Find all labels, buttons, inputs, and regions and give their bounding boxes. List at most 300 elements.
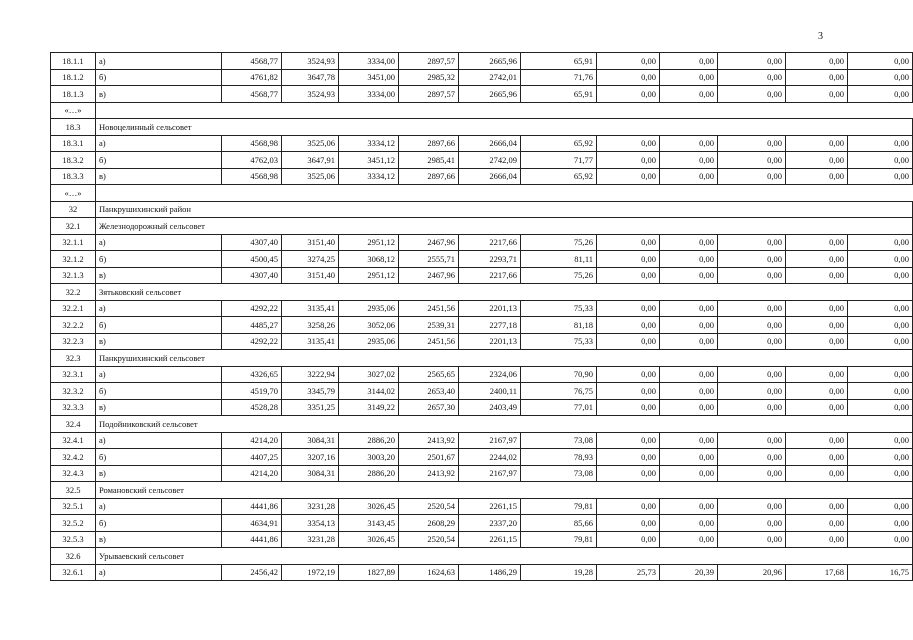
value-cell: 79,81 (521, 498, 597, 515)
value-cell: 0,00 (786, 135, 848, 152)
value-cell: 0,00 (597, 498, 660, 515)
value-cell: 1486,29 (459, 564, 521, 581)
value-cell: 2403,49 (459, 399, 521, 416)
value-cell: 17,68 (786, 564, 848, 581)
section-blank (222, 201, 913, 218)
value-cell: 65,92 (521, 168, 597, 185)
value-cell: 0,00 (848, 515, 913, 532)
value-cell: 4441,86 (222, 498, 282, 515)
section-title: Подойниковский сельсовет (96, 416, 222, 433)
value-cell: 0,00 (718, 531, 786, 548)
value-cell: 3231,28 (282, 531, 339, 548)
value-cell: 75,26 (521, 267, 597, 284)
value-cell: 0,00 (660, 383, 718, 400)
row-label: а) (96, 135, 222, 152)
table-body (51, 53, 913, 581)
value-cell: 3084,31 (282, 432, 339, 449)
value-cell: 81,11 (521, 251, 597, 268)
value-cell: 3647,78 (282, 69, 339, 86)
value-cell: 2897,66 (399, 135, 459, 152)
ellipsis-blank (96, 102, 913, 119)
value-cell: 2217,66 (459, 267, 521, 284)
row-label: в) (96, 168, 222, 185)
value-cell: 2324,06 (459, 366, 521, 383)
value-cell: 3151,40 (282, 267, 339, 284)
value-cell: 0,00 (848, 333, 913, 350)
value-cell: 2337,20 (459, 515, 521, 532)
value-cell: 71,76 (521, 69, 597, 86)
table-row (51, 366, 913, 383)
value-cell: 3151,40 (282, 234, 339, 251)
value-cell: 0,00 (597, 168, 660, 185)
value-cell: 2261,15 (459, 498, 521, 515)
value-cell: 2167,97 (459, 432, 521, 449)
value-cell: 85,66 (521, 515, 597, 532)
value-cell: 79,81 (521, 531, 597, 548)
row-label: а) (96, 366, 222, 383)
value-cell: 2451,56 (399, 333, 459, 350)
value-cell: 0,00 (660, 86, 718, 103)
value-cell: 3334,00 (339, 53, 399, 70)
value-cell: 0,00 (597, 234, 660, 251)
section-row (51, 201, 913, 218)
value-cell: 0,00 (718, 300, 786, 317)
ellipsis-row (51, 185, 913, 202)
table-row (51, 86, 913, 103)
value-cell: 3334,00 (339, 86, 399, 103)
value-cell: 2555,71 (399, 251, 459, 268)
value-cell: 0,00 (597, 366, 660, 383)
value-cell: 3003,20 (339, 449, 399, 466)
value-cell: 2951,12 (339, 234, 399, 251)
value-cell: 0,00 (786, 449, 848, 466)
value-cell: 2897,57 (399, 86, 459, 103)
value-cell: 2897,57 (399, 53, 459, 70)
value-cell: 0,00 (848, 383, 913, 400)
value-cell: 0,00 (660, 135, 718, 152)
value-cell: 0,00 (786, 531, 848, 548)
value-cell: 0,00 (786, 86, 848, 103)
row-code: 32.4.1 (51, 432, 96, 449)
value-cell: 4634,91 (222, 515, 282, 532)
row-code: 32.3.2 (51, 383, 96, 400)
table-row (51, 152, 913, 169)
section-row (51, 350, 913, 367)
value-cell: 0,00 (597, 399, 660, 416)
table-row (51, 564, 913, 581)
row-label: б) (96, 383, 222, 400)
value-cell: 73,08 (521, 432, 597, 449)
section-blank (222, 548, 913, 565)
value-cell: 4500,45 (222, 251, 282, 268)
section-code: 32.6 (51, 548, 96, 565)
value-cell: 0,00 (660, 267, 718, 284)
value-cell: 2742,01 (459, 69, 521, 86)
section-row (51, 218, 913, 235)
section-code: 32.3 (51, 350, 96, 367)
value-cell: 0,00 (597, 317, 660, 334)
table-row (51, 251, 913, 268)
value-cell: 73,08 (521, 465, 597, 482)
value-cell: 2244,02 (459, 449, 521, 466)
value-cell: 2985,32 (399, 69, 459, 86)
section-blank (222, 284, 913, 301)
value-cell: 0,00 (786, 251, 848, 268)
value-cell: 3231,28 (282, 498, 339, 515)
row-label: в) (96, 399, 222, 416)
value-cell: 3135,41 (282, 333, 339, 350)
value-cell: 2951,12 (339, 267, 399, 284)
value-cell: 0,00 (718, 449, 786, 466)
value-cell: 78,93 (521, 449, 597, 466)
row-code: 32.1.2 (51, 251, 96, 268)
value-cell: 70,90 (521, 366, 597, 383)
ellipsis-blank (96, 185, 913, 202)
section-code: 32.4 (51, 416, 96, 433)
value-cell: 75,26 (521, 234, 597, 251)
value-cell: 4292,22 (222, 333, 282, 350)
value-cell: 2565,65 (399, 366, 459, 383)
value-cell: 0,00 (660, 531, 718, 548)
value-cell: 2742,09 (459, 152, 521, 169)
row-code: 18.1.2 (51, 69, 96, 86)
value-cell: 2657,30 (399, 399, 459, 416)
value-cell: 76,75 (521, 383, 597, 400)
value-cell: 2413,92 (399, 465, 459, 482)
value-cell: 0,00 (718, 515, 786, 532)
section-blank (222, 218, 913, 235)
value-cell: 0,00 (718, 333, 786, 350)
value-cell: 0,00 (660, 168, 718, 185)
value-cell: 3222,94 (282, 366, 339, 383)
value-cell: 2653,40 (399, 383, 459, 400)
row-label: в) (96, 267, 222, 284)
value-cell: 0,00 (597, 465, 660, 482)
value-cell: 0,00 (597, 531, 660, 548)
value-cell: 2501,67 (399, 449, 459, 466)
value-cell: 0,00 (718, 251, 786, 268)
value-cell: 4307,40 (222, 267, 282, 284)
value-cell: 3027,02 (339, 366, 399, 383)
value-cell: 0,00 (660, 317, 718, 334)
section-title: Панкрушихинский район (96, 201, 222, 218)
table-row (51, 234, 913, 251)
value-cell: 0,00 (786, 399, 848, 416)
value-cell: 0,00 (718, 53, 786, 70)
value-cell: 0,00 (718, 152, 786, 169)
value-cell: 0,00 (718, 317, 786, 334)
value-cell: 0,00 (718, 432, 786, 449)
value-cell: 3524,93 (282, 86, 339, 103)
value-cell: 0,00 (786, 300, 848, 317)
section-row (51, 548, 913, 565)
value-cell: 0,00 (718, 168, 786, 185)
table-row (51, 498, 913, 515)
value-cell: 2666,04 (459, 168, 521, 185)
value-cell: 2217,66 (459, 234, 521, 251)
value-cell: 75,33 (521, 300, 597, 317)
value-cell: 4326,65 (222, 366, 282, 383)
value-cell: 2201,13 (459, 300, 521, 317)
value-cell: 3334,12 (339, 135, 399, 152)
value-cell: 0,00 (848, 531, 913, 548)
value-cell: 0,00 (660, 432, 718, 449)
value-cell: 4407,25 (222, 449, 282, 466)
table-row (51, 531, 913, 548)
row-code: 32.3.1 (51, 366, 96, 383)
row-code: 32.1.3 (51, 267, 96, 284)
value-cell: 0,00 (597, 383, 660, 400)
value-cell: 0,00 (660, 251, 718, 268)
value-cell: 0,00 (786, 366, 848, 383)
value-cell: 0,00 (786, 432, 848, 449)
tariff-table (50, 52, 913, 581)
value-cell: 1972,19 (282, 564, 339, 581)
table-row (51, 432, 913, 449)
value-cell: 0,00 (597, 449, 660, 466)
value-cell: 3524,93 (282, 53, 339, 70)
value-cell: 75,33 (521, 333, 597, 350)
value-cell: 0,00 (597, 251, 660, 268)
value-cell: 0,00 (718, 465, 786, 482)
section-title: Романовский сельсовет (96, 482, 222, 499)
value-cell: 0,00 (660, 449, 718, 466)
value-cell: 0,00 (660, 515, 718, 532)
value-cell: 0,00 (848, 251, 913, 268)
value-cell: 2456,42 (222, 564, 282, 581)
value-cell: 0,00 (786, 333, 848, 350)
value-cell: 0,00 (597, 53, 660, 70)
value-cell: 3258,26 (282, 317, 339, 334)
section-blank (222, 350, 913, 367)
value-cell: 4568,98 (222, 168, 282, 185)
section-blank (222, 416, 913, 433)
row-code: 18.1.1 (51, 53, 96, 70)
section-title: Урываевский сельсовет (96, 548, 222, 565)
row-code: 18.3.1 (51, 135, 96, 152)
value-cell: 65,92 (521, 135, 597, 152)
section-row (51, 416, 913, 433)
value-cell: 0,00 (786, 465, 848, 482)
value-cell: 0,00 (848, 449, 913, 466)
table-row (51, 515, 913, 532)
value-cell: 0,00 (786, 168, 848, 185)
row-label: а) (96, 432, 222, 449)
row-code: 18.3.2 (51, 152, 96, 169)
value-cell: 0,00 (660, 465, 718, 482)
section-blank (222, 119, 913, 136)
row-label: а) (96, 53, 222, 70)
value-cell: 19,28 (521, 564, 597, 581)
section-blank (222, 482, 913, 499)
value-cell: 3525,06 (282, 168, 339, 185)
value-cell: 3345,79 (282, 383, 339, 400)
value-cell: 0,00 (848, 152, 913, 169)
section-row (51, 284, 913, 301)
row-label: а) (96, 498, 222, 515)
row-code: 32.1.1 (51, 234, 96, 251)
value-cell: 4519,70 (222, 383, 282, 400)
value-cell: 3143,45 (339, 515, 399, 532)
value-cell: 2539,31 (399, 317, 459, 334)
row-code: 32.5.1 (51, 498, 96, 515)
value-cell: 0,00 (848, 135, 913, 152)
value-cell: 2666,04 (459, 135, 521, 152)
value-cell: 0,00 (718, 267, 786, 284)
row-code: 32.2.2 (51, 317, 96, 334)
value-cell: 4214,20 (222, 465, 282, 482)
value-cell: 77,01 (521, 399, 597, 416)
value-cell: 0,00 (848, 465, 913, 482)
value-cell: 2467,96 (399, 234, 459, 251)
row-code: 32.2.3 (51, 333, 96, 350)
value-cell: 0,00 (848, 366, 913, 383)
value-cell: 2520,54 (399, 498, 459, 515)
value-cell: 2935,06 (339, 333, 399, 350)
value-cell: 3144,02 (339, 383, 399, 400)
value-cell: 4568,98 (222, 135, 282, 152)
value-cell: 2886,20 (339, 465, 399, 482)
value-cell: 2935,06 (339, 300, 399, 317)
row-code: 32.6.1 (51, 564, 96, 581)
value-cell: 0,00 (660, 152, 718, 169)
value-cell: 0,00 (660, 366, 718, 383)
table-row (51, 267, 913, 284)
row-code: 32.4.3 (51, 465, 96, 482)
table-row (51, 135, 913, 152)
value-cell: 0,00 (718, 86, 786, 103)
value-cell: 0,00 (660, 300, 718, 317)
value-cell: 3052,06 (339, 317, 399, 334)
value-cell: 0,00 (718, 383, 786, 400)
row-label: а) (96, 300, 222, 317)
row-label: б) (96, 251, 222, 268)
value-cell: 16,75 (848, 564, 913, 581)
value-cell: 4762,03 (222, 152, 282, 169)
value-cell: 71,77 (521, 152, 597, 169)
value-cell: 0,00 (597, 432, 660, 449)
section-code: 32 (51, 201, 96, 218)
ellipsis-row (51, 102, 913, 119)
table-row (51, 300, 913, 317)
value-cell: 3084,31 (282, 465, 339, 482)
value-cell: 25,73 (597, 564, 660, 581)
value-cell: 0,00 (597, 135, 660, 152)
value-cell: 0,00 (786, 267, 848, 284)
table-row (51, 399, 913, 416)
row-code: 18.3.3 (51, 168, 96, 185)
row-code: 32.3.3 (51, 399, 96, 416)
value-cell: 81,18 (521, 317, 597, 334)
value-cell: 0,00 (848, 267, 913, 284)
value-cell: 3451,00 (339, 69, 399, 86)
value-cell: 3068,12 (339, 251, 399, 268)
value-cell: 0,00 (597, 267, 660, 284)
value-cell: 0,00 (718, 135, 786, 152)
value-cell: 2400,11 (459, 383, 521, 400)
value-cell: 4292,22 (222, 300, 282, 317)
section-code: 32.2 (51, 284, 96, 301)
value-cell: 4568,77 (222, 86, 282, 103)
section-row (51, 482, 913, 499)
value-cell: 2467,96 (399, 267, 459, 284)
row-label: б) (96, 152, 222, 169)
value-cell: 3354,13 (282, 515, 339, 532)
value-cell: 4214,20 (222, 432, 282, 449)
section-code: 18.3 (51, 119, 96, 136)
row-label: б) (96, 317, 222, 334)
value-cell: 0,00 (848, 432, 913, 449)
value-cell: 65,91 (521, 86, 597, 103)
value-cell: 0,00 (660, 498, 718, 515)
ellipsis-mark: «…» (51, 185, 96, 202)
value-cell: 0,00 (786, 383, 848, 400)
tariff-table-container (50, 52, 913, 581)
table-row (51, 383, 913, 400)
value-cell: 0,00 (786, 317, 848, 334)
value-cell: 0,00 (848, 399, 913, 416)
row-code: 32.5.2 (51, 515, 96, 532)
row-label: б) (96, 449, 222, 466)
value-cell: 0,00 (848, 234, 913, 251)
value-cell: 2608,29 (399, 515, 459, 532)
value-cell: 3149,22 (339, 399, 399, 416)
value-cell: 1827,89 (339, 564, 399, 581)
table-row (51, 53, 913, 70)
value-cell: 3647,91 (282, 152, 339, 169)
value-cell: 20,39 (660, 564, 718, 581)
row-label: б) (96, 69, 222, 86)
value-cell: 3026,45 (339, 531, 399, 548)
value-cell: 2293,71 (459, 251, 521, 268)
value-cell: 0,00 (718, 399, 786, 416)
value-cell: 2451,56 (399, 300, 459, 317)
value-cell: 0,00 (718, 366, 786, 383)
value-cell: 2261,15 (459, 531, 521, 548)
row-label: в) (96, 86, 222, 103)
value-cell: 0,00 (848, 498, 913, 515)
value-cell: 3334,12 (339, 168, 399, 185)
value-cell: 0,00 (660, 234, 718, 251)
value-cell: 0,00 (786, 515, 848, 532)
section-title: Зятьковский сельсовет (96, 284, 222, 301)
section-title: Новоцелинный сельсовет (96, 119, 222, 136)
section-code: 32.1 (51, 218, 96, 235)
section-row (51, 119, 913, 136)
value-cell: 0,00 (597, 515, 660, 532)
value-cell: 0,00 (786, 498, 848, 515)
value-cell: 3135,41 (282, 300, 339, 317)
value-cell: 0,00 (718, 69, 786, 86)
value-cell: 3274,25 (282, 251, 339, 268)
section-code: 32.5 (51, 482, 96, 499)
value-cell: 2520,54 (399, 531, 459, 548)
page-number: 3 (818, 31, 823, 42)
row-label: б) (96, 515, 222, 532)
value-cell: 4441,86 (222, 531, 282, 548)
value-cell: 0,00 (597, 333, 660, 350)
section-title: Панкрушихинский сельсовет (96, 350, 222, 367)
value-cell: 4528,28 (222, 399, 282, 416)
value-cell: 0,00 (660, 69, 718, 86)
value-cell: 0,00 (786, 234, 848, 251)
value-cell: 4568,77 (222, 53, 282, 70)
value-cell: 65,91 (521, 53, 597, 70)
value-cell: 0,00 (660, 333, 718, 350)
value-cell: 3351,25 (282, 399, 339, 416)
table-row (51, 69, 913, 86)
row-label: в) (96, 333, 222, 350)
